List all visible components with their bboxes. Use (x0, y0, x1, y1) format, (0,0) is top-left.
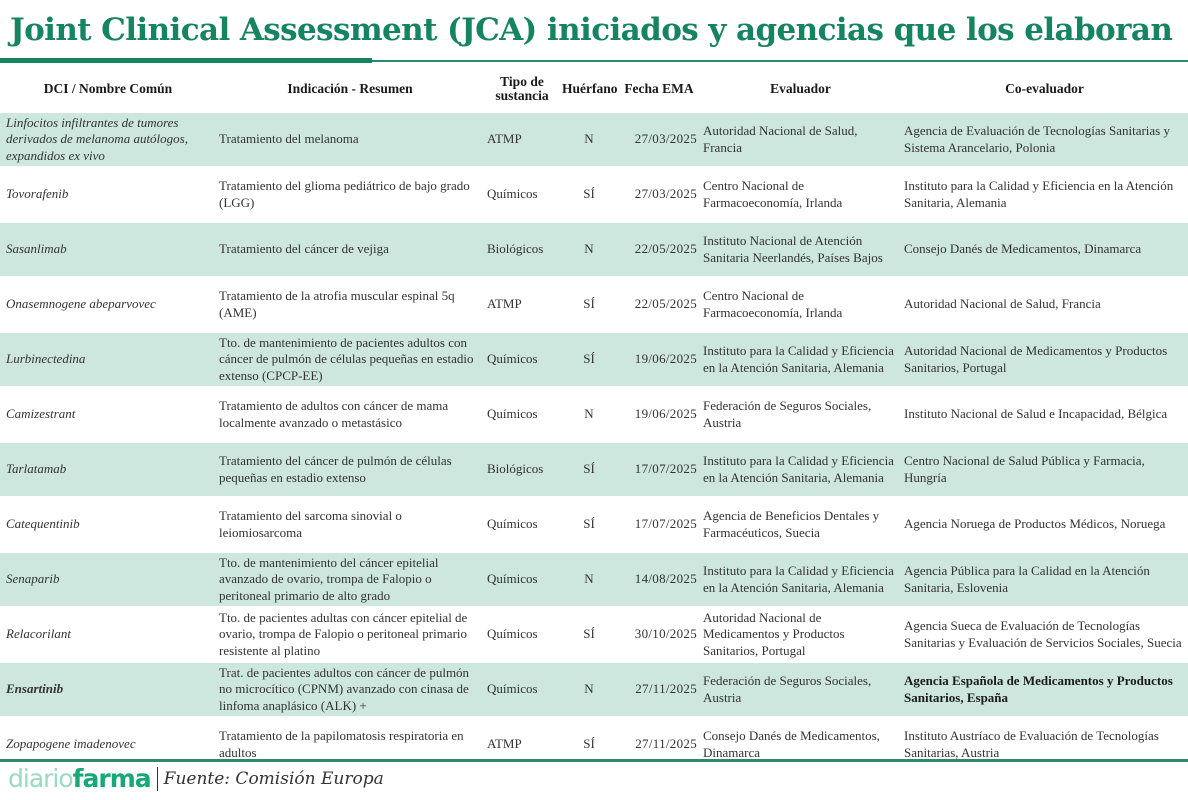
logo-text-diario: diario (8, 764, 73, 793)
column-header-coevaluador: Co-evaluador (1005, 81, 1084, 96)
cell-dci: Camizestrant (0, 387, 216, 442)
column-header-huerfano: Huérfano (562, 81, 618, 96)
cell-coevaluador: Instituto Nacional de Salud e Incapacidad, Bélgica (901, 387, 1188, 442)
cell-dci: Senaparib (0, 552, 216, 607)
table-row (0, 607, 1188, 662)
cell-huerfano: SÍ (560, 277, 618, 332)
cell-evaluador: Instituto para la Calidad y Eficiencia en la Atención Sanitaria, Alemania (700, 332, 901, 387)
cell-huerfano: N (560, 387, 618, 442)
cell-fecha-ema: 30/10/2025 (618, 607, 700, 662)
cell-coevaluador: Centro Nacional de Salud Pública y Farmacia, Hungría (901, 442, 1188, 497)
cell-indicacion: Tratamiento del cáncer de pulmón de células pequeñas en estadio extenso (216, 442, 484, 497)
cell-evaluador: Instituto Nacional de Atención Sanitaria Neerlandés, Países Bajos (700, 222, 901, 277)
cell-dci: Sasanlimab (0, 222, 216, 277)
diariofarma-logo (8, 764, 151, 794)
cell-evaluador: Consejo Danés de Medicamentos, Dinamarca (700, 717, 901, 771)
cell-indicacion: Tratamiento del melanoma (216, 113, 484, 167)
cell-dci: Catequentinib (0, 497, 216, 552)
table-row (0, 222, 1188, 277)
table-row (0, 167, 1188, 222)
cell-fecha-ema: 27/11/2025 (618, 662, 700, 717)
cell-indicacion: Trat. de pacientes adultos con cáncer de pulmón no microcítico (CPNM) avanzado con cinasa de linfoma anaplásico (ALK) + (216, 662, 484, 717)
cell-tipo: Químicos (484, 497, 560, 552)
cell-dci: Onasemnogene abeparvovec (0, 277, 216, 332)
source-note: Fuente: Comisión Europa (163, 769, 384, 789)
logo-text-farma: farma (72, 764, 151, 793)
cell-fecha-ema: 27/03/2025 (618, 167, 700, 222)
cell-fecha-ema: 14/08/2025 (618, 552, 700, 607)
cell-dci: Tovorafenib (0, 167, 216, 222)
cell-tipo: Químicos (484, 552, 560, 607)
cell-evaluador: Federación de Seguros Sociales, Austria (700, 662, 901, 717)
footer-divider (157, 767, 158, 791)
cell-evaluador: Autoridad Nacional de Medicamentos y Productos Sanitarios, Portugal (700, 607, 901, 662)
title-underline-accent (0, 58, 372, 63)
cell-fecha-ema: 22/05/2025 (618, 222, 700, 277)
cell-huerfano: SÍ (560, 442, 618, 497)
table-row (0, 497, 1188, 552)
cell-tipo: ATMP (484, 113, 560, 167)
cell-fecha-ema: 17/07/2025 (618, 442, 700, 497)
cell-fecha-ema: 22/05/2025 (618, 277, 700, 332)
cell-evaluador: Agencia de Beneficios Dentales y Farmacéuticos, Suecia (700, 497, 901, 552)
cell-dci: Tarlatamab (0, 442, 216, 497)
cell-coevaluador: Agencia de Evaluación de Tecnologías Sanitarias y Sistema Arancelario, Polonia (901, 113, 1188, 167)
cell-coevaluador: Autoridad Nacional de Salud, Francia (901, 277, 1188, 332)
table-header-row (0, 65, 1188, 113)
footer-rule (0, 759, 1188, 762)
cell-fecha-ema: 19/06/2025 (618, 332, 700, 387)
cell-tipo: Químicos (484, 167, 560, 222)
cell-evaluador: Autoridad Nacional de Salud, Francia (700, 113, 901, 167)
footer (8, 764, 384, 794)
cell-huerfano: N (560, 552, 618, 607)
cell-fecha-ema: 27/11/2025 (618, 717, 700, 771)
cell-tipo: Químicos (484, 387, 560, 442)
cell-tipo: Biológicos (484, 222, 560, 277)
table-row (0, 442, 1188, 497)
cell-coevaluador: Agencia Pública para la Calidad en la Atención Sanitaria, Eslovenia (901, 552, 1188, 607)
column-header-fecha: Fecha EMA (624, 81, 694, 96)
jca-table (0, 65, 1188, 771)
cell-huerfano: SÍ (560, 167, 618, 222)
table-row (0, 113, 1188, 167)
cell-huerfano: SÍ (560, 717, 618, 771)
table-row (0, 662, 1188, 717)
cell-indicacion: Tto. de pacientes adultas con cáncer epitelial de ovario, trompa de Falopio o peritoneal primario resistente al platino (216, 607, 484, 662)
table-row (0, 332, 1188, 387)
table-body (0, 113, 1188, 771)
cell-indicacion: Tratamiento de la papilomatosis respiratoria en adultos (216, 717, 484, 771)
column-header-dci: DCI / Nombre Común (43, 81, 173, 96)
cell-evaluador: Federación de Seguros Sociales, Austria (700, 387, 901, 442)
cell-coevaluador: Instituto para la Calidad y Eficiencia en la Atención Sanitaria, Alemania (901, 167, 1188, 222)
column-header-indicacion: Indicación - Resumen (287, 81, 413, 96)
table-row (0, 387, 1188, 442)
table-row (0, 552, 1188, 607)
table-row (0, 277, 1188, 332)
cell-huerfano: SÍ (560, 497, 618, 552)
cell-evaluador: Centro Nacional de Farmacoeconomía, Irlanda (700, 277, 901, 332)
cell-evaluador: Instituto para la Calidad y Eficiencia en la Atención Sanitaria, Alemania (700, 552, 901, 607)
cell-coevaluador: Agencia Española de Medicamentos y Productos Sanitarios, España (901, 662, 1188, 717)
cell-coevaluador: Agencia Sueca de Evaluación de Tecnologías Sanitarias y Evaluación de Servicios Sociales, Suecia (901, 607, 1188, 662)
cell-indicacion: Tto. de mantenimiento del cáncer epitelial avanzado de ovario, trompa de Falopio o peritoneal primario de alto grado (216, 552, 484, 607)
cell-fecha-ema: 17/07/2025 (618, 497, 700, 552)
table-row (0, 717, 1188, 771)
cell-tipo: ATMP (484, 717, 560, 771)
cell-indicacion: Tratamiento de la atrofia muscular espinal 5q (AME) (216, 277, 484, 332)
cell-tipo: Biológicos (484, 442, 560, 497)
cell-huerfano: N (560, 222, 618, 277)
column-header-evaluador: Evaluador (770, 81, 831, 96)
cell-fecha-ema: 27/03/2025 (618, 113, 700, 167)
cell-fecha-ema: 19/06/2025 (618, 387, 700, 442)
cell-huerfano: N (560, 662, 618, 717)
cell-huerfano: N (560, 113, 618, 167)
cell-coevaluador: Consejo Danés de Medicamentos, Dinamarca (901, 222, 1188, 277)
cell-huerfano: SÍ (560, 332, 618, 387)
cell-indicacion: Tto. de mantenimiento de pacientes adultos con cáncer de pulmón de células pequeñas en estadio extenso (CPCP-EE) (216, 332, 484, 387)
cell-indicacion: Tratamiento del sarcoma sinovial o leiomiosarcoma (216, 497, 484, 552)
cell-evaluador: Instituto para la Calidad y Eficiencia en la Atención Sanitaria, Alemania (700, 442, 901, 497)
cell-evaluador: Centro Nacional de Farmacoeconomía, Irlanda (700, 167, 901, 222)
cell-coevaluador: Agencia Noruega de Productos Médicos, Noruega (901, 497, 1188, 552)
cell-dci: Lurbinectedina (0, 332, 216, 387)
cell-indicacion: Tratamiento del cáncer de vejiga (216, 222, 484, 277)
cell-dci: Linfocitos infiltrantes de tumores derivados de melanoma autólogos, expandidos ex vivo (0, 113, 216, 167)
cell-dci: Zopapogene imadenovec (0, 717, 216, 771)
cell-coevaluador: Instituto Austríaco de Evaluación de Tecnologías Sanitarias, Austria (901, 717, 1188, 771)
column-header-tipo: Tipo de sustancia (495, 74, 549, 103)
cell-indicacion: Tratamiento del glioma pediátrico de bajo grado (LGG) (216, 167, 484, 222)
cell-huerfano: SÍ (560, 607, 618, 662)
cell-tipo: Químicos (484, 662, 560, 717)
cell-tipo: Químicos (484, 607, 560, 662)
page-title: Joint Clinical Assessment (JCA) iniciados y agencias que los elaboran (10, 12, 1173, 48)
title-underline (372, 60, 1188, 62)
cell-tipo: ATMP (484, 277, 560, 332)
cell-tipo: Químicos (484, 332, 560, 387)
cell-coevaluador: Autoridad Nacional de Medicamentos y Productos Sanitarios, Portugal (901, 332, 1188, 387)
cell-dci: Ensartinib (0, 662, 216, 717)
cell-indicacion: Tratamiento de adultos con cáncer de mama localmente avanzado o metastásico (216, 387, 484, 442)
cell-dci: Relacorilant (0, 607, 216, 662)
